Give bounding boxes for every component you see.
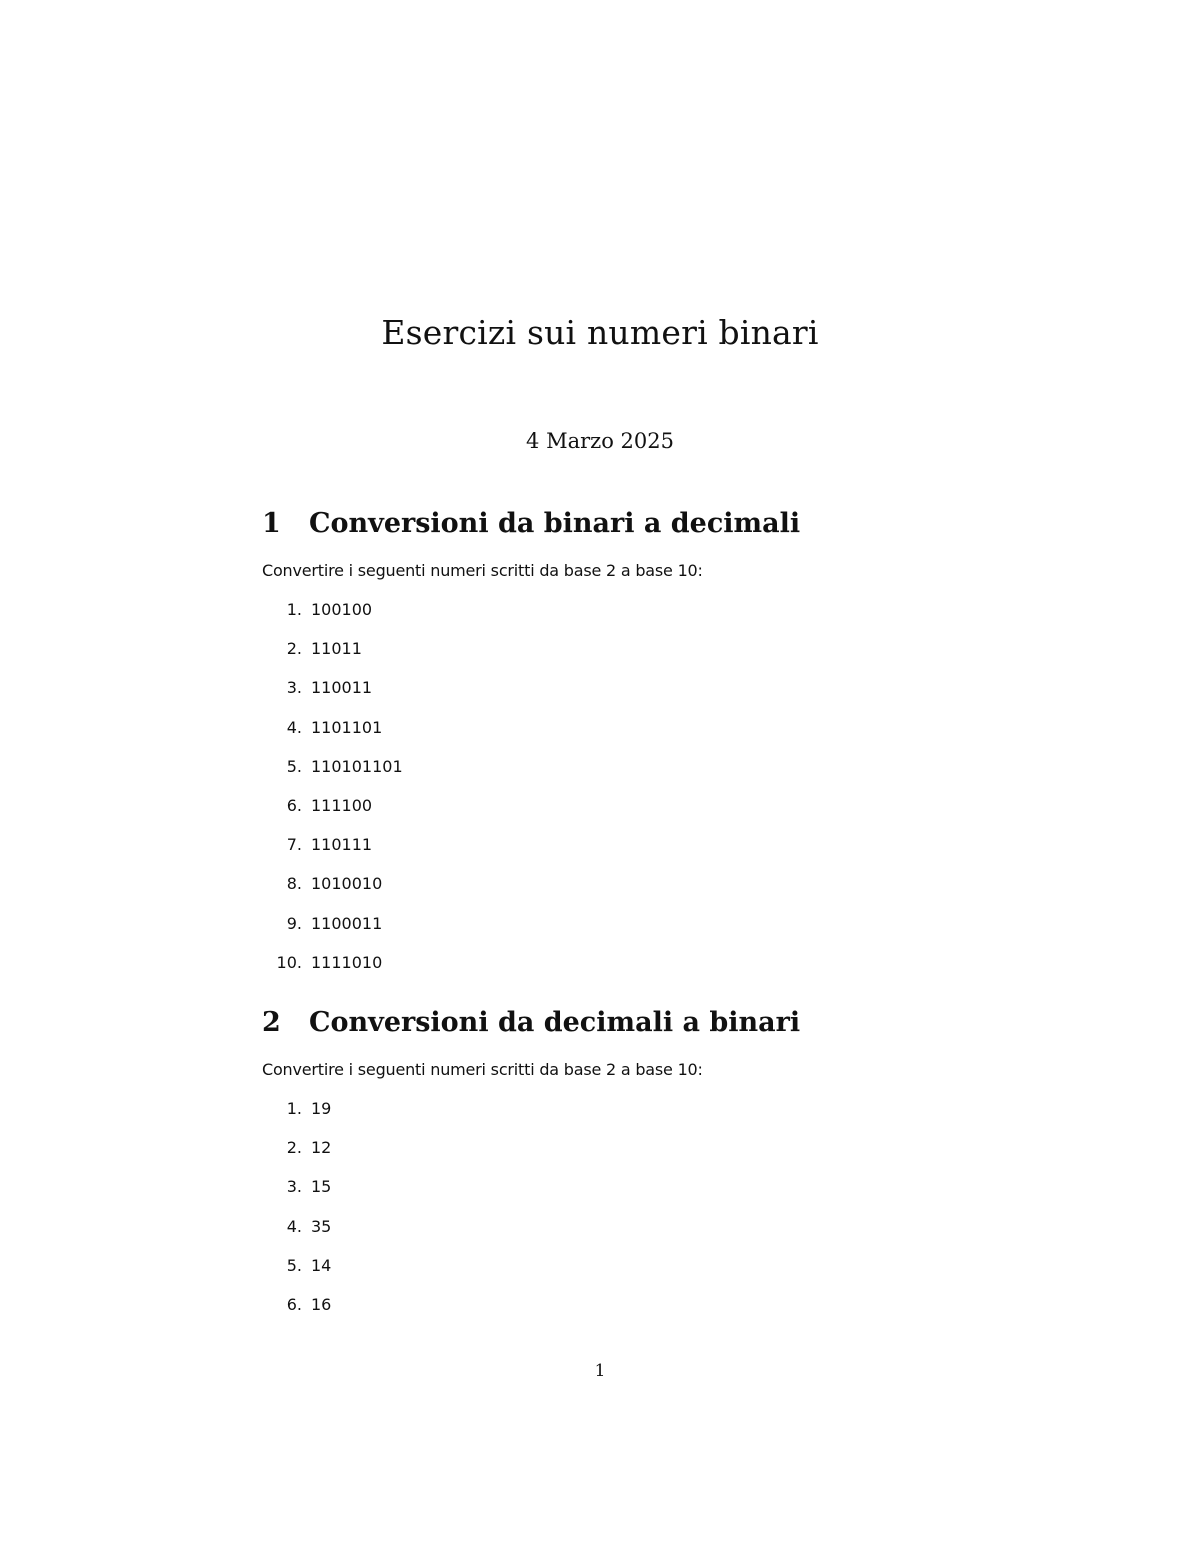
item-value: 1010010 — [311, 874, 383, 894]
item-value: 14 — [311, 1255, 332, 1275]
item-value: 35 — [311, 1216, 332, 1236]
section-intro: Convertire i seguenti numeri scritti da base 2 a base 10: — [262, 1060, 703, 1079]
exercise-list — [262, 590, 962, 982]
item-value: 111100 — [311, 795, 373, 815]
document-title: Esercizi sui numeri binari — [381, 313, 819, 352]
section-number: 1 — [262, 508, 281, 539]
item-value: 110011 — [311, 678, 373, 698]
list-item — [262, 668, 962, 707]
list-item — [262, 1207, 962, 1246]
list-item — [262, 708, 962, 747]
list-item — [262, 825, 962, 864]
section-number: 2 — [262, 1007, 281, 1038]
list-item — [262, 904, 962, 943]
section-binary-to-decimal — [262, 505, 962, 982]
item-number: 3. — [286, 1177, 302, 1197]
item-number: 1. — [286, 1099, 302, 1118]
list-item — [262, 864, 962, 903]
item-number: 10. — [276, 952, 302, 972]
item-value: 110101101 — [311, 756, 403, 776]
section-decimal-to-binary — [262, 1004, 962, 1324]
item-number: 6. — [286, 1294, 302, 1314]
item-value: 1111010 — [311, 952, 383, 972]
list-item — [262, 786, 962, 825]
item-value: 19 — [311, 1099, 332, 1118]
item-value: 11011 — [311, 639, 362, 659]
exercise-list — [262, 1089, 962, 1324]
section-intro: Convertire i seguenti numeri scritti da base 2 a base 10: — [262, 561, 703, 580]
item-number: 2. — [286, 639, 302, 659]
list-item — [262, 747, 962, 786]
item-number: 4. — [286, 717, 302, 737]
list-item — [262, 1167, 962, 1206]
section-heading — [262, 505, 962, 543]
item-number: 6. — [286, 795, 302, 815]
item-number: 7. — [286, 835, 302, 855]
item-number: 3. — [286, 678, 302, 698]
section-heading — [262, 1004, 962, 1042]
list-item — [262, 1246, 962, 1285]
item-number: 9. — [286, 913, 302, 933]
item-number: 4. — [286, 1216, 302, 1236]
section-title: Conversioni da decimali a binari — [309, 1007, 801, 1038]
item-value: 100100 — [311, 600, 373, 619]
list-item — [262, 1128, 962, 1167]
item-value: 110111 — [311, 835, 373, 855]
item-number: 1. — [286, 600, 302, 619]
item-value: 12 — [311, 1138, 332, 1158]
item-number: 5. — [286, 756, 302, 776]
item-number: 2. — [286, 1138, 302, 1158]
page-number: 1 — [594, 1361, 606, 1381]
item-value: 16 — [311, 1294, 332, 1314]
item-value: 15 — [311, 1177, 332, 1197]
section-title: Conversioni da binari a decimali — [309, 508, 801, 539]
document-date: 4 Marzo 2025 — [526, 429, 674, 453]
item-value: 1101101 — [311, 717, 383, 737]
list-item — [262, 943, 962, 982]
item-number: 5. — [286, 1255, 302, 1275]
list-item — [262, 1285, 962, 1324]
list-item — [262, 1089, 962, 1128]
list-item — [262, 590, 962, 629]
item-number: 8. — [286, 874, 302, 894]
list-item — [262, 629, 962, 668]
item-value: 1100011 — [311, 913, 383, 933]
